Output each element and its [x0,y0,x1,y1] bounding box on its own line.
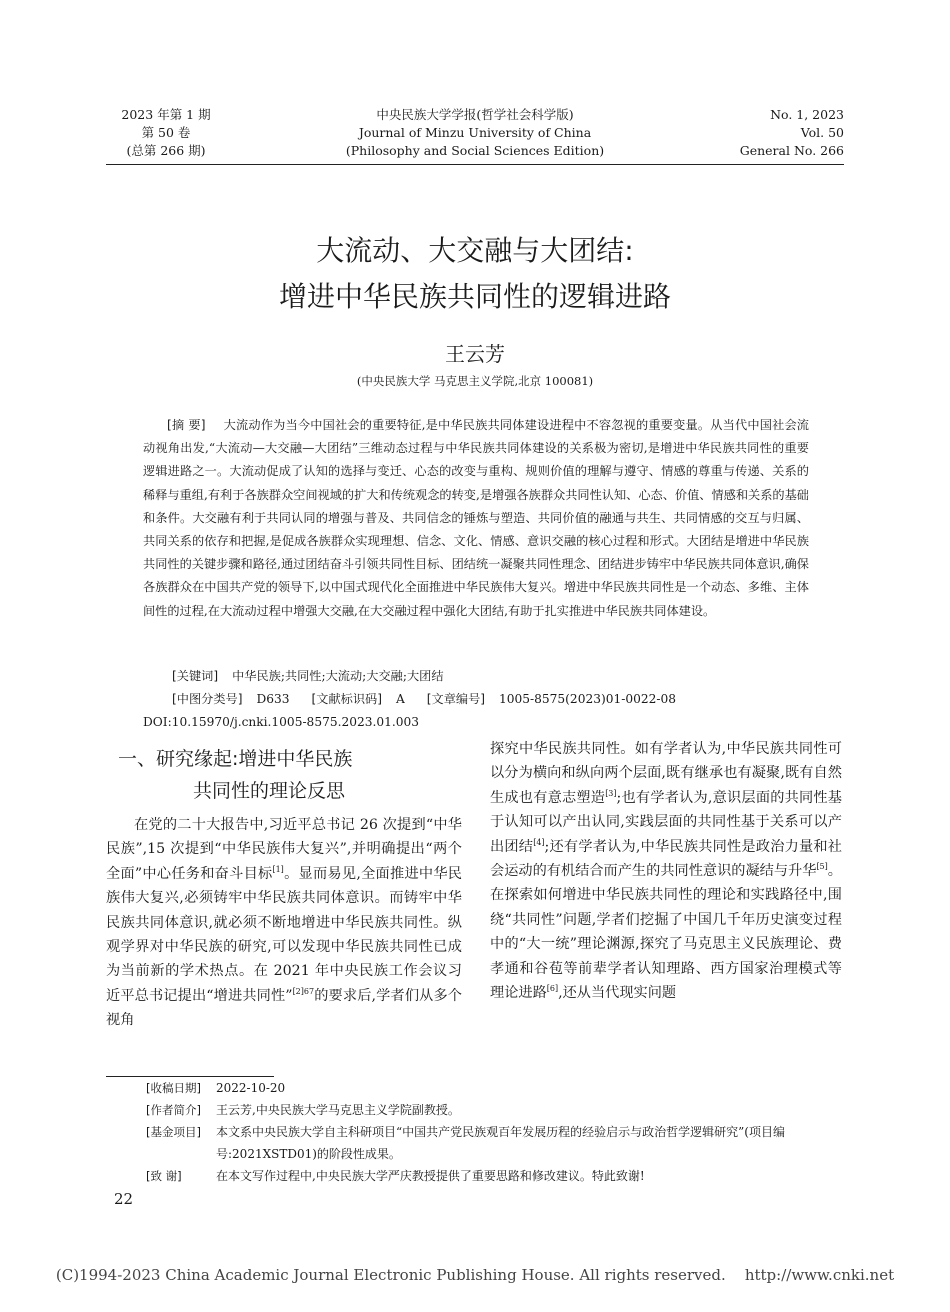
document-code-label: [文献标识码] [311,692,382,706]
journal-edition-english: (Philosophy and Social Sciences Edition) [345,143,605,158]
journal-issue-info [106,106,226,160]
keywords [172,665,444,687]
header-divider [106,164,844,165]
body-text: 。在探索如何增进中华民族共同性的理论和实践路径中,围绕“共同性”问题,学者们挖掘了中国几千年历史演变过程中的“大一统”理论渊源,探究了马克思主义民族理论、费孝通和谷苞等前辈学者认知理路、西方国家治理模式等理论进路 [490,863,842,1002]
journal-name [300,106,650,160]
footnote-text: 在本文写作过程中,中央民族大学严庆教授提供了重要思路和修改建议。特此致谢! [216,1169,645,1183]
footnote-label: [基金项目] [146,1125,201,1139]
issue-number: 2023 年第 1 期 [121,107,211,122]
footnote-acknowledgement [146,1165,846,1187]
doi: DOI:10.15970/j.cnki.1005-8575.2023.01.003 [143,715,419,729]
body-text: ;也有学者认为,意识层面的共同性基于认知可以产出认同,实践层面的共同性基于关系可以产出团结 [490,789,842,855]
page-number: 22 [114,1190,134,1208]
citation-ref: [5] [816,862,828,872]
body-text: 的要求后,学者们从多个视角 [106,987,462,1029]
journal-name-chinese: 中央民族大学学报(哲学社会科学版) [376,107,574,122]
abstract-label: [摘 要] [167,418,206,432]
citation-ref: [4] [533,837,545,847]
footnote-received-date [146,1077,846,1099]
clc-value: D633 [256,692,290,706]
citation-ref: [2]67 [292,986,315,996]
title-line-2: 增进中华民族共同性的逻辑进路 [278,280,671,313]
copyright-notice: (C)1994-2023 China Academic Journal Electronic Publishing House. All rights reserved. http://www.cnki.net [55,1266,895,1284]
document-code-value: A [395,692,405,706]
general-number-english: General No. 266 [739,143,844,158]
footnote-label: [作者简介] [146,1103,201,1117]
footnote-funding [146,1121,846,1165]
volume-number: 第 50 卷 [141,125,191,140]
issue-number-english: No. 1, 2023 [770,107,844,122]
footnote-label: [收稿日期] [146,1081,201,1095]
body-text: ,还从当代现实问题 [558,985,677,1002]
body-text: 探究中华民族共同性。如有学者认为,中华民族共同性可以分为横向和纵向两个层面,既有继承也有凝聚,既有自然生成也有意志塑造 [490,741,842,806]
body-left-column [106,813,462,1033]
article-number-value: 1005-8575(2023)01-0022-08 [499,692,676,706]
footnote-text: 本文系中央民族大学自主科研项目“中国共产党民族观百年发展历程的经验启示与政治哲学逻辑研究”(项目编号:2021XSTD01)的阶段性成果。 [216,1125,785,1161]
abstract-text: 大流动作为当今中国社会的重要特征,是中华民族共同体建设进程中不容忽视的重要变量。从当代中国社会流动视角出发,“大流动—大交融—大团结”三维动态过程与中华民族共同体建设的关系极为密切,是增进中华民族共同性的重要逻辑进路之一。大流动促成了认知的选择与变迁、心态的改变与重构、规则价值的理解与遵守、情感的尊重与传递、关系的稀释与重组,有利于各族群众空间视域的扩大和传统观念的转变,是增强各族群众共同性认知、心态、价值、情感和关系的基础和条件。大交融有利于共同认同的增强与普及、共同信念的锤炼与塑造、共同价值的融通与共生、共同情感的交互与归属、共同关系的依存和把握,是促成各族群众实现理想、信念、文化、情感、意识交融的核心过程和形式。大团结是增进中华民族共同性的关键步骤和路径,通过团结奋斗引领共同性目标、团结统一凝聚共同性理念、团结进步铸牢中华民族共同体意识,确保各族群众在中国共产党的领导下,以中国式现代化全面推进中华民族伟大复兴。增进中华民族共同性是一个动态、多维、主体间性的过程,在大流动过程中增强大交融,在大交融过程中强化大团结,有助于扎实推进中华民族共同体建设。 [143,418,809,618]
keywords-text: 中华民族;共同性;大流动;大交融;大团结 [232,669,444,683]
classification-line [172,688,676,710]
footnote-author-bio [146,1099,846,1121]
author-affiliation: (中央民族大学 马克思主义学院,北京 100081) [356,374,594,388]
section-title-line-2: 共同性的理论反思 [193,780,346,802]
citation-ref: [1] [272,864,284,874]
total-issue-number: (总第 266 期) [126,143,206,158]
article-number-label: [文章编号] [426,692,486,706]
section-title-line-1: 一、研究缘起:增进中华民族 [118,748,353,770]
journal-issue-info-english [660,106,844,160]
clc-label: [中图分类号] [172,692,243,706]
article-title [106,228,844,320]
footnote-text: 2022-10-20 [216,1081,286,1095]
author-name: 王云芳 [445,342,505,366]
volume-number-english: Vol. 50 [800,125,844,140]
body-text: 在党的二十大报告中,习近平总书记 26 次提到“中华民族”,15 次提到“中华民族伟大复兴”,并明确提出“两个全面”中心任务和奋斗目标 [106,817,462,882]
title-line-1: 大流动、大交融与大团结: [316,234,634,267]
abstract [143,414,809,623]
footnote-label: [致 谢] [146,1169,182,1183]
footnote-text: 王云芳,中央民族大学马克思主义学院副教授。 [216,1103,460,1117]
body-text: ;还有学者认为,中华民族共同性是政治力量和社会运动的有机结合而产生的共同性意识的凝结与升华 [490,838,842,880]
body-right-column [490,737,842,1005]
journal-name-english: Journal of Minzu University of China [358,125,592,140]
citation-ref: [6] [546,984,559,994]
citation-ref: [3] [605,788,617,798]
body-text: 。显而易见,全面推进中华民族伟大复兴,必须铸牢中华民族共同体意识。而铸牢中华民族共同体意识,就必须不断地增进中华民族共同性。纵观学界对中华民族的研究,可以发现中华民族共同性已成为当前新的学术热点。在 2021 年中央民族工作会议习近平总书记提出“增进共同性” [106,865,462,1004]
keywords-label: [关键词] [172,669,219,683]
